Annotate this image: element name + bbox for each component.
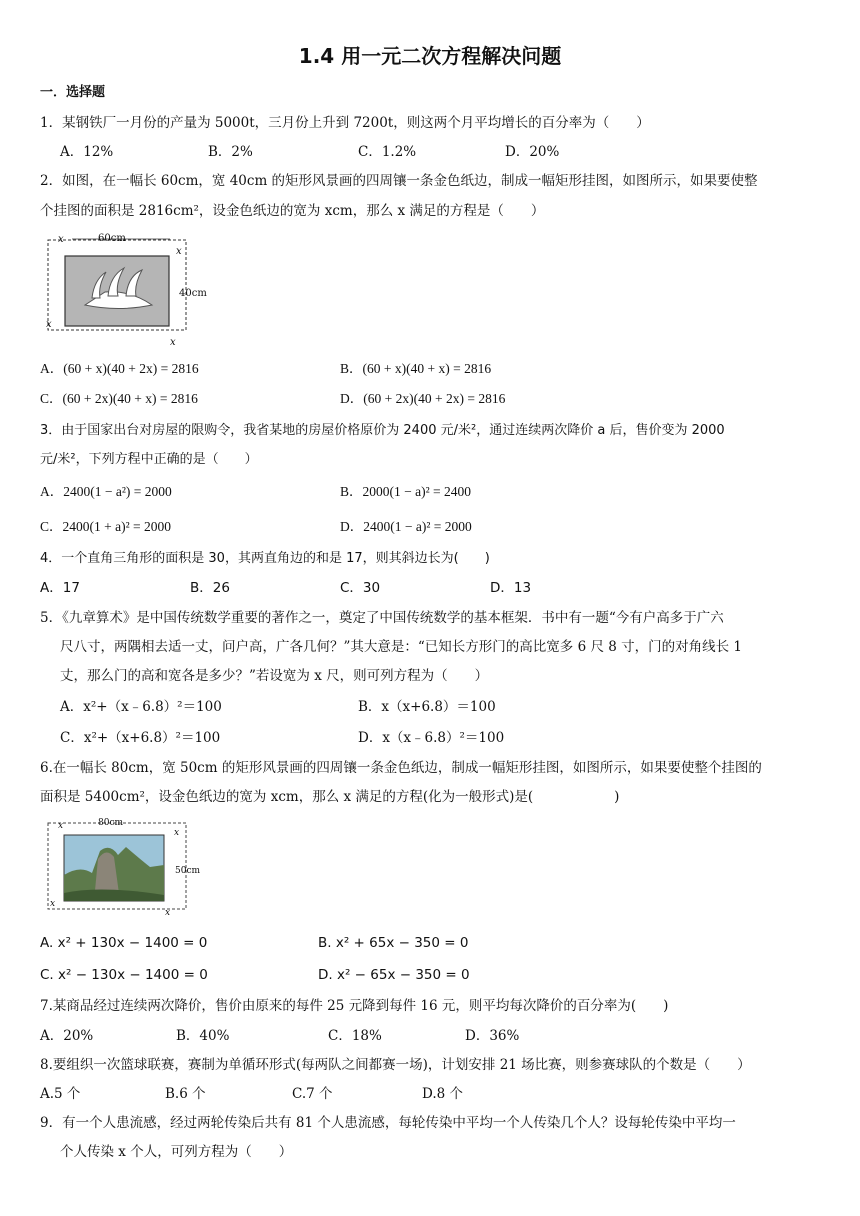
q6-option-b: B. x² + 65x − 350 = 0 [318,935,469,951]
page-title: 1.4 用一元二次方程解决问题 [298,44,562,68]
q6-fig-x-left: x [50,899,56,909]
q2-fig-x-top: x [58,234,64,245]
q6-fig-x-top: x [58,821,64,831]
q1-option-c: C．1.2% [358,144,417,160]
q3-option-b: B．2000(1 − a)² = 2400 [340,484,472,499]
q6-figure-mountain-frame [40,815,200,917]
q8-option-a: A.5 个 [40,1086,81,1102]
q3-option-d: D．2400(1 − a)² = 2000 [340,519,472,534]
q4-option-a: A．17 [40,580,80,596]
q6-option-d: D. x² − 65x − 350 = 0 [318,967,470,983]
q6-stem-line2: 面积是 5400cm²，设金色纸边的宽为 xcm，那么 x 满足的方程(化为一般形式)是( ) [40,789,620,805]
q2-fig-height-label: 40cm [179,288,207,299]
q7-option-b: B．40% [176,1028,230,1044]
q3-stem-line2: 元/米²，下列方程中正确的是（ ） [40,452,258,467]
q2-option-a: A．(60 + x)(40 + 2x) = 2816 [40,361,199,376]
q4-stem: 4．一个直角三角形的面积是 30，其两直角边的和是 17，则其斜边长为( ) [40,551,490,566]
q9-stem-line2: 个人传染 x 个人，可列方程为（ ） [60,1144,293,1160]
q2-fig-x-bottom: x [170,337,176,348]
q7-option-d: D．36% [465,1028,520,1044]
q1-stem: 1．某钢铁厂一月份的产量为 5000t，三月份上升到 7200t，则这两个月平均增长的百分率为（ ） [40,115,650,131]
q4-option-c: C．30 [340,580,381,596]
section-heading: 一．选择题 [40,85,106,100]
q6-fig-x-right: x [174,828,180,838]
q3-option-a: A．2400(1 − a²) = 2000 [40,484,172,499]
q6-fig-width-label: 80cm [98,818,124,828]
q1-option-b: B．2% [208,144,253,160]
q5-stem-line3: 丈，那么门的高和宽各是多少？”若设宽为 x 尺，则可列方程为（ ） [60,668,489,684]
q7-option-c: C．18% [328,1028,382,1044]
q6-option-a: A. x² + 130x − 1400 = 0 [40,935,208,951]
q3-stem-line1: 3．由于国家出台对房屋的限购令，我省某地的房屋价格原价为 2400 元/米²，通过连续两次降价 a 后，售价变为 2000 [40,423,725,438]
q2-fig-x-right: x [176,246,182,257]
q2-stem-line2: 个挂图的面积是 2816cm²，设金色纸边的宽为 xcm，那么 x 满足的方程是（ ） [40,203,545,219]
q5-option-b: B．x（x+6.8）＝100 [358,699,496,715]
q6-fig-x-bottom: x [165,908,171,918]
q2-fig-x-left: x [46,319,52,330]
q8-option-d: D.8 个 [422,1086,464,1102]
q5-option-a: A．x²+（x﹣6.8）²＝100 [60,699,222,715]
q1-option-d: D．20% [505,144,560,160]
q6-stem-line1: 6.在一幅长 80cm，宽 50cm 的矩形风景画的四周镶一条金色纸边，制成一幅矩形挂图，如图所示，如果要使整个挂图的 [40,760,762,776]
q3-option-c: C．2400(1 + a)² = 2000 [40,519,172,534]
q6-option-c: C. x² − 130x − 1400 = 0 [40,967,208,983]
q8-stem: 8.要组织一次篮球联赛，赛制为单循环形式(每两队之间都赛一场)，计划安排 21 场比赛，则参赛球队的个数是（ ） [40,1057,751,1073]
q2-option-b: B．(60 + x)(40 + x) = 2816 [340,361,492,376]
q5-option-d: D．x（x﹣6.8）²＝100 [358,730,505,746]
q2-option-d: D．(60 + 2x)(40 + 2x) = 2816 [340,391,506,406]
q4-option-d: D．13 [490,580,532,596]
q8-option-b: B.6 个 [165,1086,206,1102]
q2-figure-sailboat-frame [40,230,207,350]
q5-stem-line1: 5．《九章算术》是中国传统数学重要的著作之一，奠定了中国传统数学的基本框架．书中有一题“今有户高多于广六 [40,610,724,626]
q9-stem-line1: 9．有一个人患流感，经过两轮传染后共有 81 个人患流感，每轮传染中平均一个人传染几个人？设每轮传染中平均一 [40,1115,736,1131]
q5-option-c: C．x²+（x+6.8）²＝100 [60,730,221,746]
q2-fig-width-label: 60cm [98,233,126,244]
q4-option-b: B．26 [190,580,230,596]
q2-option-c: C．(60 + 2x)(40 + x) = 2816 [40,391,198,406]
q5-stem-line2: 尺八寸，两隅相去适一丈，问户高，广各几何？”其大意是：“已知长方形门的高比宽多 6 尺 8 寸，门的对角线长 1 [60,639,743,655]
q8-option-c: C.7 个 [292,1086,333,1102]
q7-stem: 7.某商品经过连续两次降价，售价由原来的每件 25 元降到每件 16 元，则平均每次降价的百分率为( ) [40,998,669,1014]
q2-stem-line1: 2．如图，在一幅长 60cm，宽 40cm 的矩形风景画的四周镶一条金色纸边，制成一幅矩形挂图，如图所示，如果要使整 [40,173,758,189]
q7-option-a: A．20% [40,1028,94,1044]
q1-option-a: A．12% [60,144,114,160]
q6-fig-height-label: 50cm [175,866,201,876]
